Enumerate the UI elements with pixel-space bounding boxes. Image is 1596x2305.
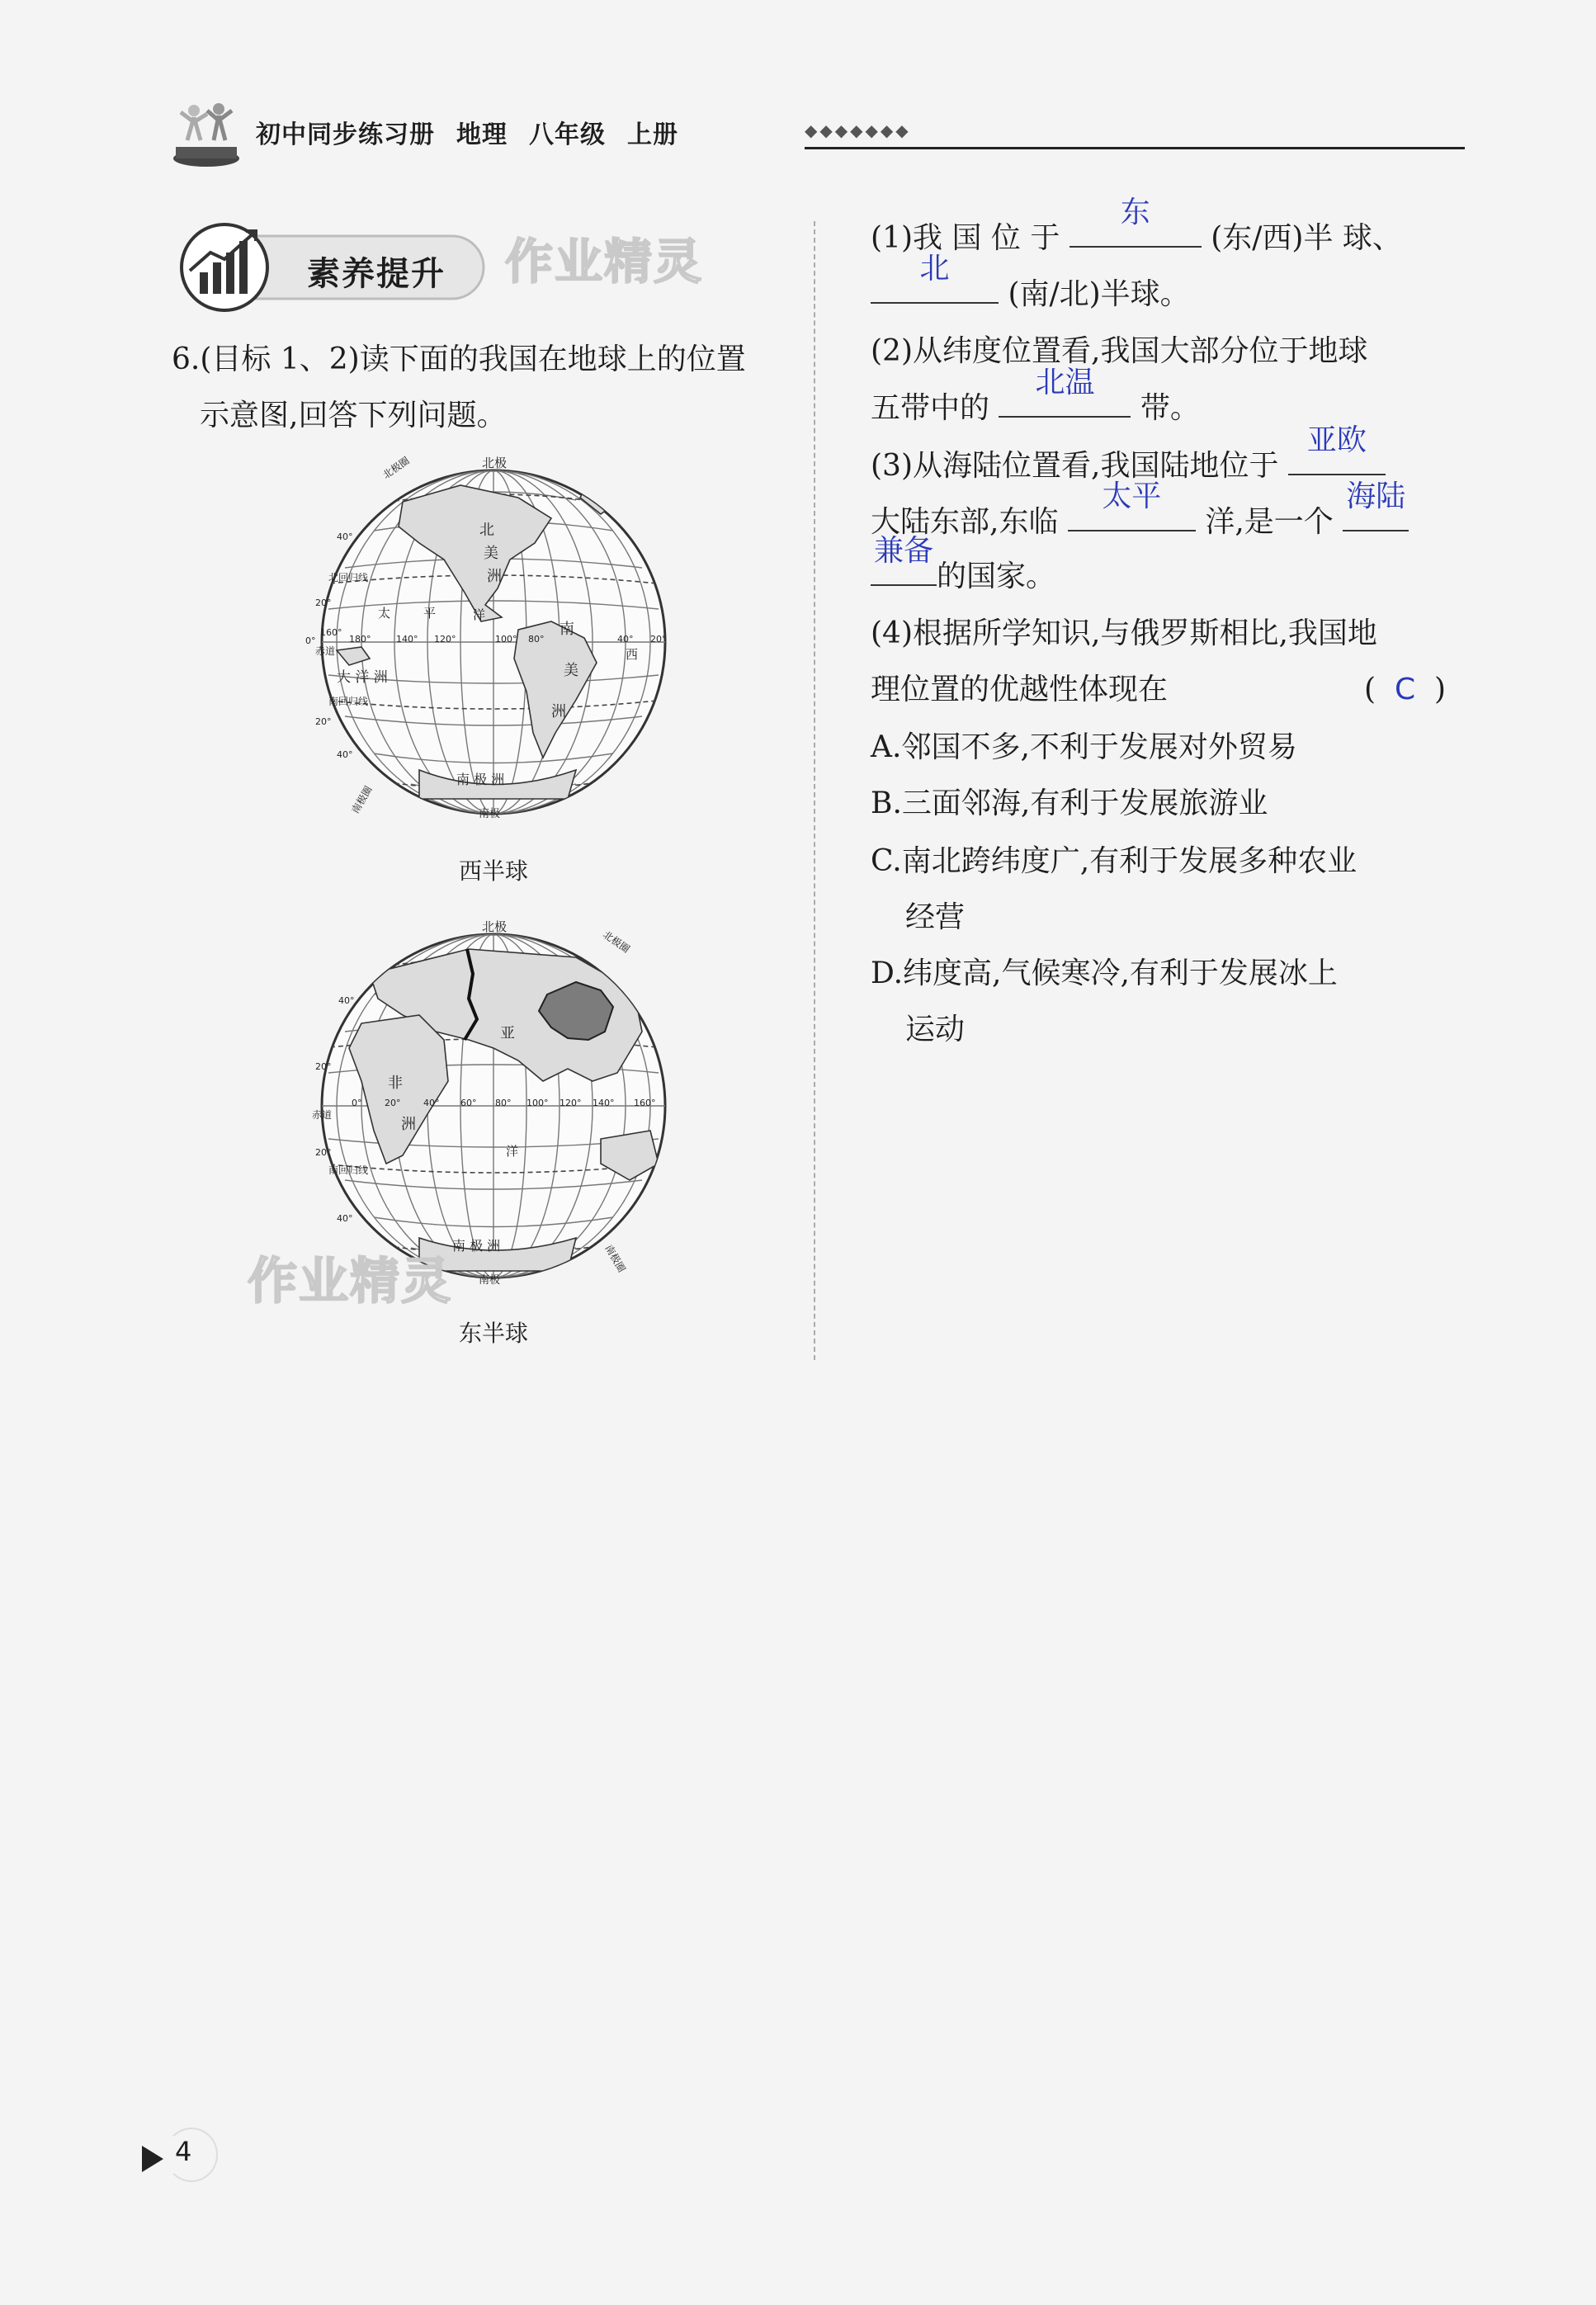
part-3-text-c: 洋,是一个 xyxy=(1205,505,1334,539)
east-asia-label: 亚 xyxy=(500,1025,515,1042)
answer-choice-bracket[interactable] xyxy=(1364,662,1446,718)
column-divider xyxy=(814,221,815,1360)
east-hemisphere-caption: 东半球 xyxy=(459,1320,529,1347)
east-lon-100: 100° xyxy=(526,1098,549,1108)
watermark-top: 作业精灵 xyxy=(505,234,704,290)
west-south-pole-label: 南极 xyxy=(479,808,501,820)
part-2-line-1: (2)从纬度位置看,我国大部分位于地球 xyxy=(871,334,1368,368)
option-a: A.邻国不多,不利于发展对外贸易 xyxy=(871,730,1297,764)
east-north-pole-label: 北极 xyxy=(482,919,508,934)
answer-blank-hemisphere-ew[interactable] xyxy=(1070,196,1202,248)
east-lon-60: 60° xyxy=(460,1098,477,1108)
west-lon-40: 40° xyxy=(617,634,634,645)
part-2-text-b: 五带中的 xyxy=(871,391,990,425)
watermark-bottom: 作业精灵 xyxy=(248,1253,452,1311)
part-3-text-d: 的国家。 xyxy=(937,560,1056,593)
west-lon-100: 100° xyxy=(495,634,517,645)
west-s-america-label-2: 美 xyxy=(564,662,578,679)
east-lon-20: 20° xyxy=(385,1098,401,1108)
west-lat-20s: 20° xyxy=(315,716,332,727)
west-lat-40s: 40° xyxy=(337,749,353,760)
east-equator-label: 赤道 xyxy=(312,1109,333,1121)
east-tropic-capricorn-label: 南回归线 xyxy=(328,1164,369,1176)
west-pacific-label-2: 平 xyxy=(423,606,437,621)
east-antarctic-circle-label: 南极圈 xyxy=(602,1242,628,1275)
east-arctic-circle-label: 北极圈 xyxy=(601,928,632,956)
answer-choice: C xyxy=(1394,673,1416,706)
answer-both: 兼备 xyxy=(873,534,933,568)
header-rule xyxy=(805,147,1465,149)
west-west-label: 西 xyxy=(626,647,639,662)
west-antarctic-circle-label: 南极圈 xyxy=(349,783,375,816)
question-stem-line2: 示意图,回答下列问题。 xyxy=(200,399,507,432)
west-tropic-cancer-label: 北回归线 xyxy=(328,572,369,583)
part-1-line-2 xyxy=(871,252,1465,323)
west-lon-160: 160° xyxy=(320,627,342,638)
page-number: 4 xyxy=(175,2136,192,2167)
answer-paren-close: ) xyxy=(1433,673,1447,706)
east-ocean-label: 洋 xyxy=(506,1144,519,1159)
east-lon-80: 80° xyxy=(495,1098,512,1108)
western-hemisphere-map xyxy=(304,452,683,832)
answer-blank-temperature-zone[interactable] xyxy=(999,366,1131,418)
answer-east: 东 xyxy=(1120,196,1150,229)
east-lat-40s: 40° xyxy=(337,1213,353,1224)
east-lon-140: 140° xyxy=(593,1098,615,1108)
part-4-line-1: (4)根据所学知识,与俄罗斯相比,我国地 xyxy=(871,616,1377,650)
east-lon-160: 160° xyxy=(634,1098,656,1108)
option-d-continued: 运动 xyxy=(905,1013,966,1046)
question-stem-line1: 6.(目标 1、2)读下面的我国在地球上的位置 xyxy=(172,342,746,376)
west-n-america-label-3: 洲 xyxy=(487,568,502,585)
option-b: B.三面邻海,有利于发展旅游业 xyxy=(871,786,1268,820)
east-lat-20n: 20° xyxy=(315,1061,332,1072)
answer-blank-hemisphere-ns[interactable] xyxy=(871,252,999,304)
header-volume: 上册 xyxy=(627,120,678,149)
west-lon-180: 180° xyxy=(349,634,371,645)
part-3-line-3 xyxy=(871,534,1465,605)
option-c: C.南北跨纬度广,有利于发展多种农业 xyxy=(871,844,1358,878)
east-africa-label: 非 xyxy=(388,1075,403,1092)
part-1-text-c: (南/北)半球。 xyxy=(1008,277,1190,311)
east-antarctica-label: 南 极 洲 xyxy=(452,1238,501,1254)
answer-blank-land-sea-1[interactable] xyxy=(1343,479,1409,531)
east-lon-40: 40° xyxy=(423,1098,440,1108)
east-south-pole-label: 南极 xyxy=(479,1274,501,1287)
west-lon-80: 80° xyxy=(528,634,545,645)
part-4-text-b: 理位置的优越性体现在 xyxy=(871,673,1169,706)
west-hemisphere-caption: 西半球 xyxy=(459,857,529,885)
answer-blank-ocean[interactable] xyxy=(1068,479,1196,531)
east-lat-40n: 40° xyxy=(338,995,355,1006)
west-pacific-label-3: 洋 xyxy=(473,607,486,622)
answer-land-sea: 海陆 xyxy=(1346,479,1406,513)
east-lat-20s: 20° xyxy=(315,1147,332,1158)
answer-north-temperate: 北温 xyxy=(1035,366,1095,399)
east-lon-120: 120° xyxy=(560,1098,582,1108)
answer-blank-land-sea-2[interactable] xyxy=(871,534,937,586)
answer-paren-open: ( xyxy=(1364,673,1376,706)
west-north-pole-label: 北极 xyxy=(482,456,508,470)
header-title xyxy=(256,114,700,150)
part-1-text-a: (1)我 国 位 于 xyxy=(871,221,1060,255)
answer-pacific: 太平 xyxy=(1102,479,1162,513)
header-ornament: ◆◆◆◆◆◆◆ xyxy=(805,120,911,140)
option-d: D.纬度高,气候寒冷,有利于发展冰上 xyxy=(871,956,1338,990)
part-3-line-2 xyxy=(871,479,1465,550)
west-lon-140-a: 140° xyxy=(396,634,418,645)
header-book: 初中同步练习册 xyxy=(256,120,435,149)
part-3-text-b: 大陆东部,东临 xyxy=(871,505,1059,539)
header-grade: 八年级 xyxy=(529,120,606,149)
option-c-continued: 经营 xyxy=(905,900,966,934)
west-lat-20n: 20° xyxy=(315,598,332,608)
part-3-text-a: (3)从海陆位置看,我国陆地位于 xyxy=(871,449,1279,483)
west-equator-label: 赤道 xyxy=(315,645,336,657)
answer-eurasia: 亚欧 xyxy=(1306,423,1367,457)
east-africa-label-2: 洲 xyxy=(401,1116,416,1133)
part-1-text-b: (东/西)半 球、 xyxy=(1211,221,1402,255)
west-n-america-label-1: 北 xyxy=(479,522,494,539)
west-pacific-label-1: 太 xyxy=(378,606,391,621)
header-subject: 地理 xyxy=(456,120,508,149)
header-logo xyxy=(169,99,243,169)
section-badge-label: 素养提升 xyxy=(307,255,446,293)
west-s-america-label-1: 南 xyxy=(560,621,574,638)
question-stem xyxy=(172,332,799,444)
west-lon-20: 20° xyxy=(650,634,667,645)
part-4-line-2 xyxy=(871,662,1465,718)
west-lat-40n: 40° xyxy=(337,531,353,542)
west-n-america-label-2: 美 xyxy=(484,545,498,562)
part-2-text-c: 带。 xyxy=(1140,391,1200,425)
west-tropic-capricorn-label: 南回归线 xyxy=(328,696,369,707)
page-arrow-icon xyxy=(142,2146,163,2172)
west-lon-120: 120° xyxy=(434,634,456,645)
west-s-america-label-3: 洲 xyxy=(551,703,566,720)
west-lon-0: 0° xyxy=(305,635,316,646)
west-oceania-label: 大 洋 洲 xyxy=(337,669,388,686)
east-lon-0: 0° xyxy=(352,1098,362,1108)
answer-north: 北 xyxy=(919,252,950,286)
west-arctic-circle-label: 北极圈 xyxy=(380,454,412,481)
west-antarctica-label: 南 极 洲 xyxy=(456,772,505,787)
eastern-hemisphere-map xyxy=(304,916,683,1296)
